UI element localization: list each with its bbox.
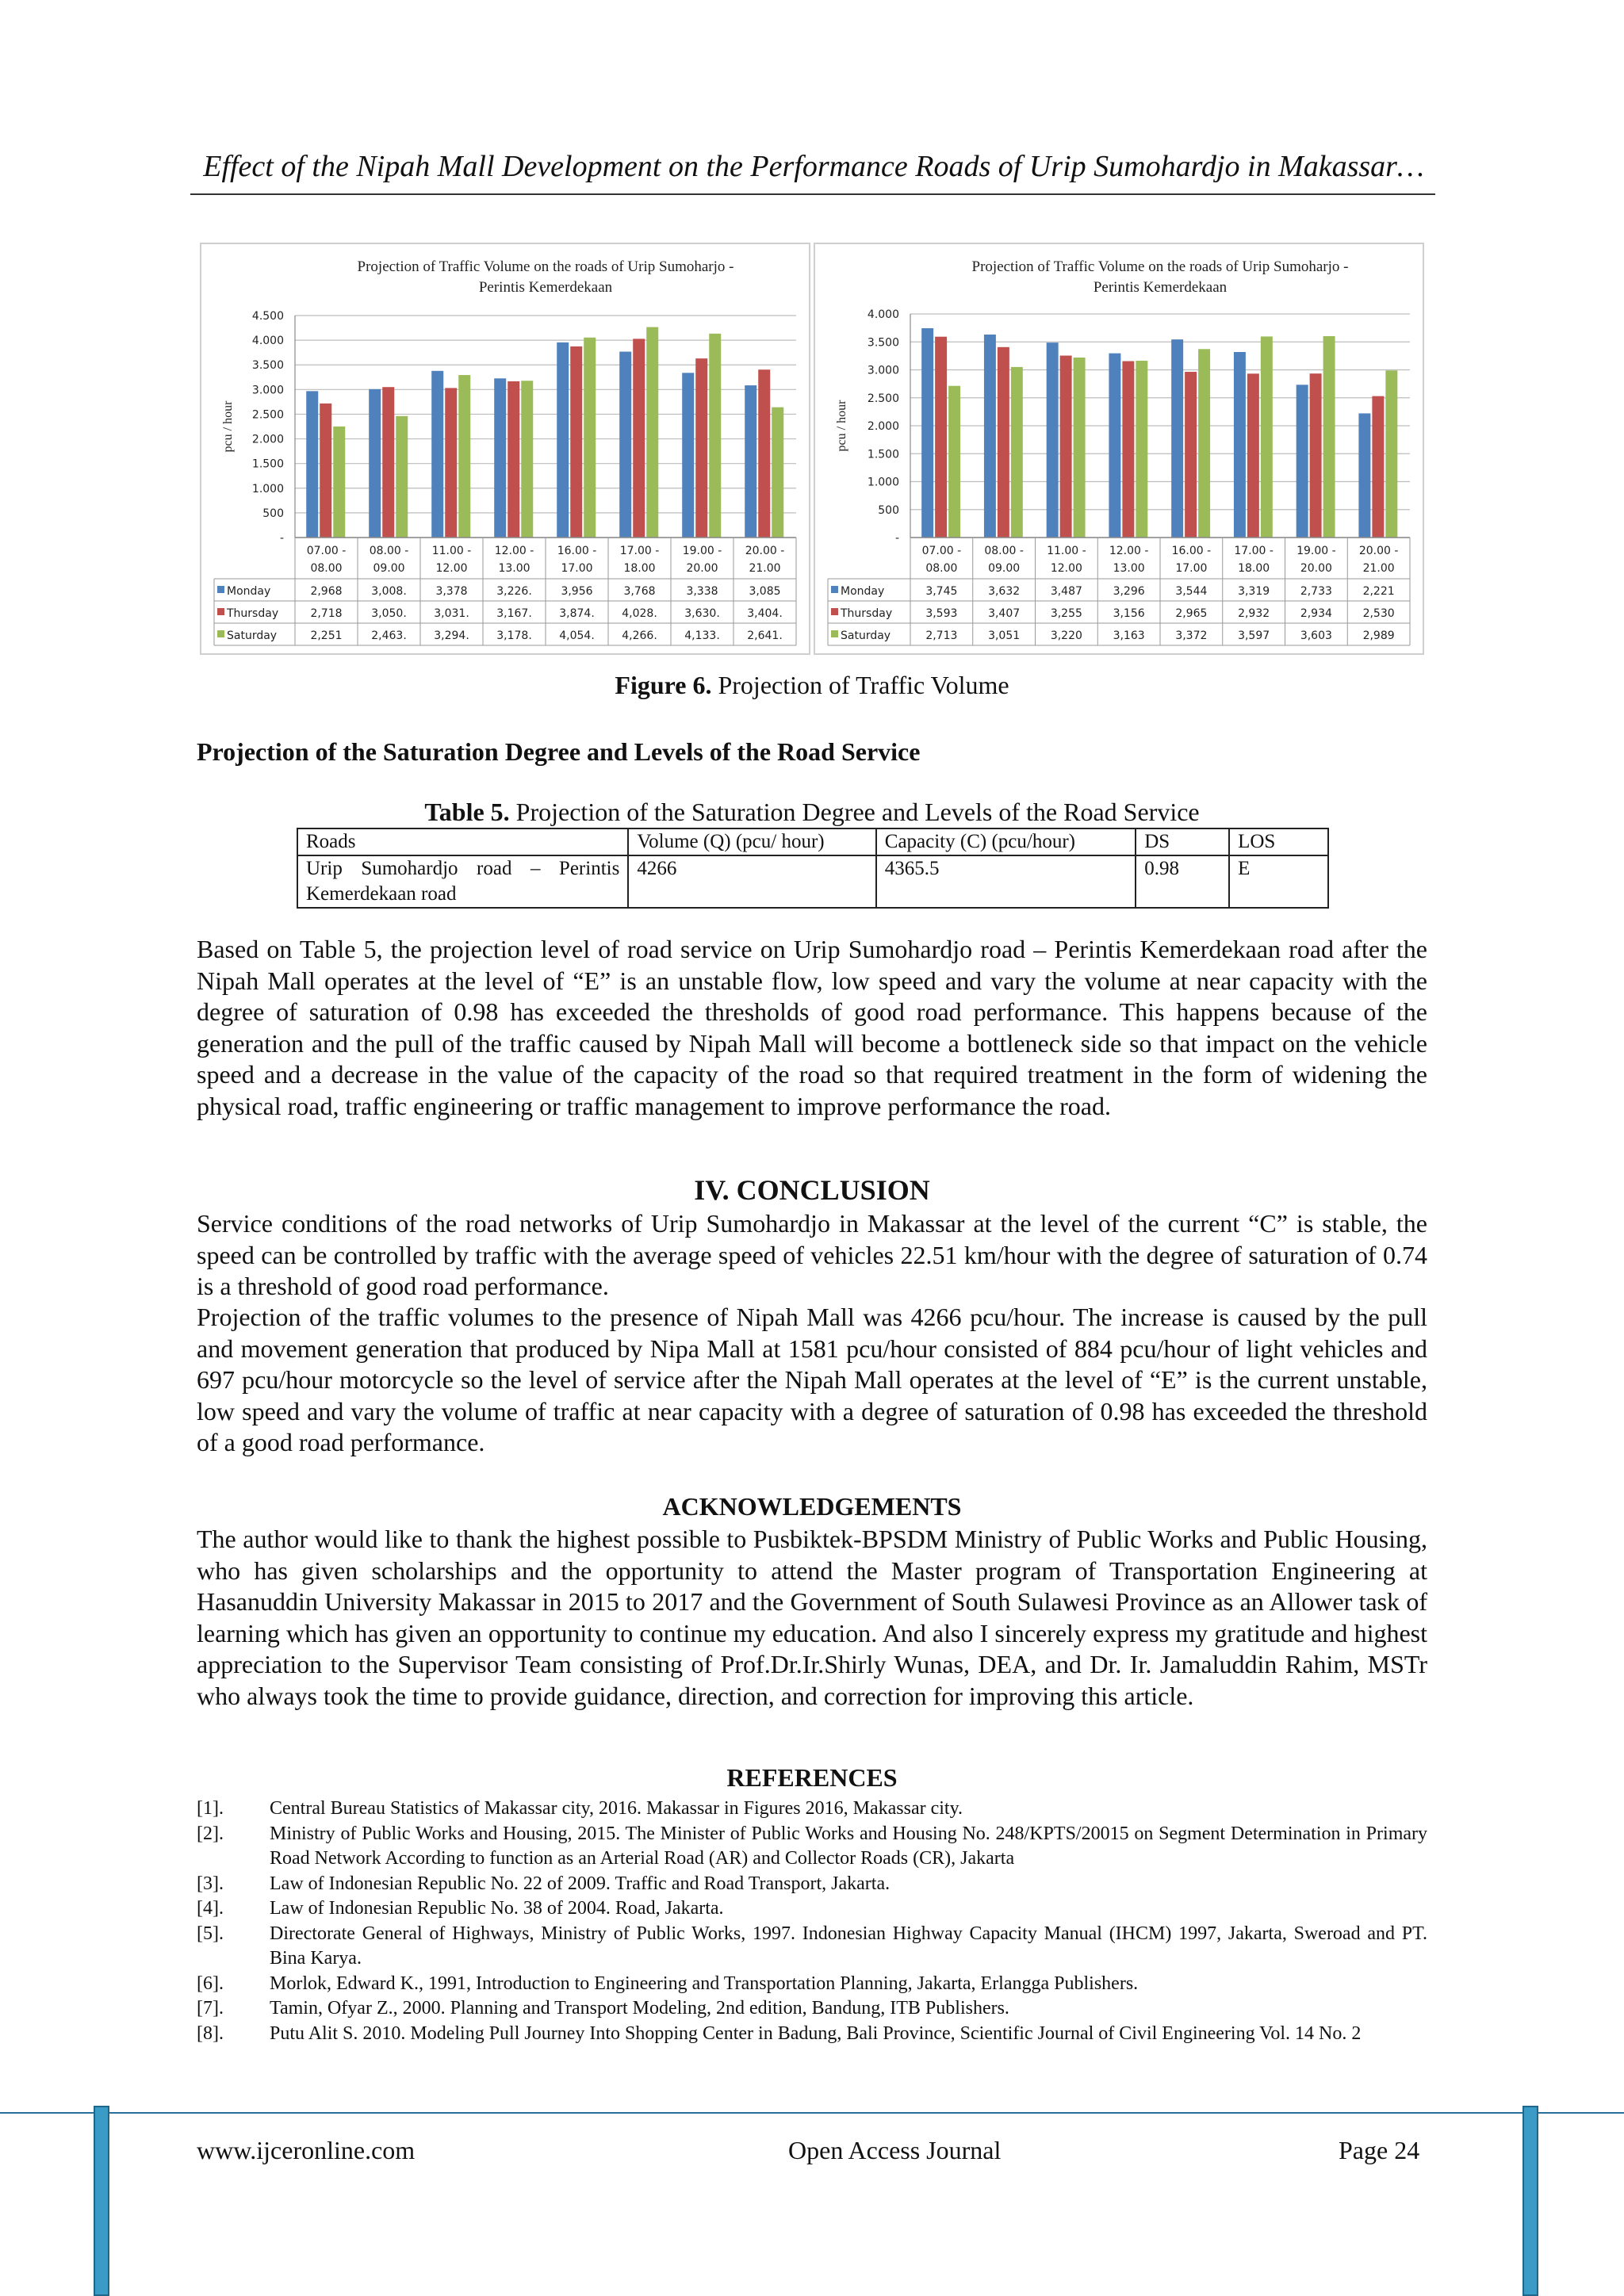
bar-thursday	[695, 358, 707, 538]
x-tick-label: 12.00 -	[494, 545, 534, 557]
data-label: 3,956	[561, 585, 593, 598]
conclusion-heading: IV. CONCLUSION	[694, 1174, 930, 1206]
bar-monday	[1358, 413, 1370, 538]
x-tick-label: 17.00	[561, 562, 593, 575]
x-tick-label: 09.00	[988, 562, 1021, 575]
y-axis-label: pcu / hour	[835, 400, 848, 452]
data-label: 3,156	[1113, 607, 1145, 620]
table5-discussion: Based on Table 5, the projection level of road service on Urip Sumohardjo road – Perintis Kemerdekaan road after the Nipah Mall operates at the level of “E” is an unstable flow, low speed and vary the volume at near capacity with the degree of saturation of 0.98 has exceeded the thresholds of good road performance. This happens because of the generation and the pull of the traffic caused by Nipah Mall will become a bottleneck side so that impact on the vehicle speed and a decrease in the value of the capacity of the road so that required treatment in the form of widening the physical road, traffic engineering or traffic management to improve performance the road.	[197, 935, 1427, 1120]
x-tick-label: 07.00 -	[921, 545, 962, 557]
y-tick-label: 500	[262, 507, 284, 520]
y-tick-label: 3.500	[251, 359, 284, 373]
data-label: 4,133.	[684, 629, 720, 642]
bar-saturday	[1198, 349, 1210, 538]
bar-thursday	[1310, 373, 1322, 538]
x-tick-label: 21.00	[749, 562, 781, 575]
bar-thursday	[1060, 356, 1072, 538]
bar-monday	[984, 335, 996, 538]
bar-thursday	[570, 346, 582, 538]
bar-saturday	[948, 386, 960, 538]
figure-caption-text: Projection of Traffic Volume	[718, 671, 1009, 699]
data-label: 2,718	[310, 607, 343, 620]
data-label: 2,641.	[747, 629, 783, 642]
y-tick-label: -	[894, 532, 899, 545]
data-label: 3,178.	[496, 629, 532, 642]
footer-website[interactable]: www.ijceronline.com	[197, 2136, 416, 2164]
y-tick-label: 2.500	[251, 408, 284, 422]
legend-label: Thursday	[841, 607, 893, 620]
acknowledgements-text: The author would like to thank the highest possible to Pusbiktek-BPSDM Ministry of Public Works and Public Housing, who has given scholarships and the opportunity to attend the Master program of Transportation Engineering at Hasanuddin University Makassar in 2015 to 2017 and the Government of South Sulawesi Province as an Allower task of learning which has given an opportunity to continue my education. And also I sincerely express my gratitude and highest appreciation to the Supervisor Team consisting of Prof.Dr.Ir.Shirly Wunas, DEA, and Dr. Ir. Jamaluddin Rahim, MSTr who always took the time to provide guidance, direction, and correction for improving this article.	[197, 1525, 1427, 1710]
data-label: 3,319	[1238, 585, 1270, 598]
table-cell: 4266	[628, 855, 875, 908]
x-tick-label: 11.00 -	[1047, 545, 1086, 557]
bar-thursday	[320, 404, 331, 538]
table-header-cell: Capacity (C) (pcu/hour)	[876, 828, 1136, 855]
reference-number: [8].	[197, 2022, 224, 2044]
data-label: 2,221	[1362, 585, 1395, 598]
bar-thursday	[1247, 373, 1259, 538]
conclusion-paragraph-2: Projection of the traffic volumes to the presence of Nipah Mall was 4266 pcu/hour. The increase is caused by the pull and movement generation that produced by Nipa Mall at 1581 pcu/hour consisted of 884 pcu/hour of light vehicles and 697 pcu/hour motorcycle so the level of service after the Nipah Mall operates at the level of “E” is the current unstable, low speed and vary the volume of traffic at near capacity with a degree of saturation of 0.98 has exceeded the threshold of a good road performance.	[197, 1303, 1427, 1456]
footer-right-bar	[1522, 2106, 1538, 2296]
reference-item	[197, 1922, 1427, 1972]
y-axis-label: pcu / hour	[221, 400, 235, 453]
x-tick-label: 19.00 -	[1297, 545, 1336, 557]
table-header-cell: DS	[1136, 828, 1229, 855]
bar-saturday	[1385, 370, 1397, 538]
data-label: 3,226.	[496, 585, 532, 598]
legend-swatch-saturday	[217, 630, 224, 637]
x-tick-label: 09.00	[373, 562, 405, 575]
figure-label: Figure 6.	[615, 671, 712, 699]
table-header-cell: Roads	[297, 828, 628, 855]
bar-thursday	[1372, 396, 1384, 538]
y-tick-label: 2.000	[867, 420, 899, 433]
bar-monday	[1171, 339, 1183, 538]
x-tick-label: 16.00 -	[1171, 545, 1212, 557]
data-label: 3,874.	[559, 607, 595, 620]
x-tick-label: 21.00	[1362, 562, 1395, 575]
table-header-cell: Volume (Q) (pcu/ hour)	[628, 828, 875, 855]
acknowledgements-heading: ACKNOWLEDGEMENTS	[662, 1492, 962, 1521]
data-label: 2,463.	[371, 629, 407, 642]
data-label: 3,593	[925, 607, 958, 620]
x-tick-label: 20.00	[1300, 562, 1332, 575]
legend-swatch-monday	[831, 586, 838, 593]
reference-text: Putu Alit S. 2010. Modeling Pull Journey Into Shopping Center in Badung, Bali Province, Scientific Journal of Civil Engineering Vol. 14 No. 2	[270, 2022, 1362, 2044]
reference-number: [5].	[197, 1923, 224, 1944]
x-tick-label: 12.00	[435, 562, 468, 575]
bar-thursday	[758, 369, 770, 538]
x-tick-label: 20.00 -	[1358, 545, 1399, 557]
bar-saturday	[333, 427, 345, 538]
data-label: 2,251	[310, 629, 343, 642]
bar-monday	[1047, 342, 1059, 538]
chart-left-svg	[201, 244, 809, 653]
running-title: Effect of the Nipah Mall Development on the Performance Roads of Urip Sumohardjo in Makassar…	[203, 150, 1424, 183]
x-tick-label: 08.00	[925, 562, 958, 575]
table-row	[297, 855, 1328, 908]
bar-saturday	[458, 375, 470, 538]
data-label: 3,050.	[371, 607, 407, 620]
saturation-section-heading: Projection of the Saturation Degree and Levels of the Road Service	[197, 737, 921, 766]
y-tick-label: 3.000	[867, 364, 899, 377]
y-tick-label: 2.000	[251, 433, 284, 446]
y-tick-label: 500	[878, 503, 899, 517]
data-label: 3,544	[1175, 585, 1208, 598]
data-label: 3,768	[623, 585, 656, 598]
legend-label: Monday	[841, 585, 885, 598]
reference-number: [1].	[197, 1798, 224, 1819]
data-label: 2,932	[1238, 607, 1270, 620]
x-tick-label: 17.00 -	[619, 545, 660, 557]
reference-item	[197, 1872, 1427, 1897]
x-tick-label: 13.00	[498, 562, 530, 575]
reference-text: Tamin, Ofyar Z., 2000. Planning and Transport Modeling, 2nd edition, Bandung, ITB Publishers.	[270, 1998, 1009, 2019]
bar-monday	[1234, 352, 1246, 538]
table-cell: E	[1229, 855, 1328, 908]
y-tick-label: 1.000	[867, 476, 899, 489]
x-tick-label: 13.00	[1113, 562, 1145, 575]
chart-left	[200, 243, 810, 655]
bar-saturday	[1136, 361, 1147, 538]
reference-number: [2].	[197, 1823, 224, 1844]
footer-journal: Open Access Journal	[788, 2136, 1002, 2164]
reference-text: Law of Indonesian Republic No. 38 of 2004. Road, Jakarta.	[270, 1898, 724, 1919]
legend-swatch-monday	[217, 586, 224, 593]
data-label: 3,378	[435, 585, 468, 598]
reference-text: Central Bureau Statistics of Makassar city, 2016. Makassar in Figures 2016, Makassar city.	[270, 1798, 963, 1819]
table-cell: Urip Sumohardjo road – Perintis Kemerdekaan road	[297, 855, 628, 908]
data-label: 3,163	[1113, 629, 1145, 642]
chart-title: Perintis Kemerdekaan	[1093, 279, 1228, 296]
reference-number: [3].	[197, 1873, 224, 1894]
data-label: 3,745	[925, 585, 958, 598]
bar-saturday	[709, 334, 721, 538]
conclusion-paragraph-1: Service conditions of the road networks of Urip Sumohardjo in Makassar at the level of the current “C” is stable, the speed can be controlled by traffic with the average speed of vehicles 22.51 km/hour with the degree of saturation of 0.74 is a threshold of good road performance.	[197, 1209, 1427, 1300]
data-label: 3,085	[749, 585, 781, 598]
header-rule	[190, 193, 1435, 195]
table-caption-text: Projection of the Saturation Degree and Levels of the Road Service	[515, 798, 1200, 826]
data-label: 4,028.	[622, 607, 657, 620]
legend-swatch-thursday	[217, 608, 224, 615]
figure-caption	[0, 671, 1624, 700]
data-label: 2,989	[1362, 629, 1395, 642]
bar-monday	[921, 328, 933, 538]
table-header-cell: LOS	[1229, 828, 1328, 855]
bar-monday	[369, 389, 381, 538]
reference-text: Ministry of Public Works and Housing, 2015. The Minister of Public Works and Housing No. 248/KPTS/20015 on Segment Determination in Primary Road Network According to function as an Arterial Road (AR) and Collector Roads (CR), Jakarta	[270, 1823, 1427, 1869]
chart-right	[814, 243, 1424, 655]
legend-label: Saturday	[227, 629, 278, 642]
x-tick-label: 16.00 -	[557, 545, 597, 557]
reference-item	[197, 1896, 1427, 1922]
y-tick-label: 1.500	[251, 457, 284, 471]
legend-label: Monday	[227, 585, 271, 598]
references-list	[197, 1797, 1427, 2046]
reference-item	[197, 1822, 1427, 1872]
bar-saturday	[772, 408, 783, 538]
x-tick-label: 20.00 -	[745, 545, 785, 557]
bar-thursday	[935, 337, 947, 538]
x-tick-label: 19.00 -	[682, 545, 722, 557]
footer-left-bar	[94, 2106, 109, 2296]
x-tick-label: 07.00 -	[306, 545, 347, 557]
data-label: 3,296	[1113, 585, 1145, 598]
data-label: 3,630.	[684, 607, 720, 620]
legend-swatch-saturday	[831, 630, 838, 637]
data-label: 3,407	[988, 607, 1021, 620]
chart-right-svg	[815, 244, 1423, 653]
reference-item	[197, 1972, 1427, 1997]
x-tick-label: 08.00 -	[984, 545, 1024, 557]
bar-monday	[494, 378, 506, 538]
y-tick-label: 3.000	[251, 384, 284, 397]
y-tick-label: 4.000	[251, 335, 284, 348]
footer-rule	[0, 2112, 1624, 2114]
bar-saturday	[1261, 336, 1273, 538]
reference-text: Law of Indonesian Republic No. 22 of 2009. Traffic and Road Transport, Jakarta.	[270, 1873, 891, 1894]
bar-thursday	[1185, 372, 1197, 538]
x-tick-label: 17.00	[1175, 562, 1208, 575]
bar-monday	[1297, 385, 1308, 538]
reference-item	[197, 1797, 1427, 1822]
references-heading: REFERENCES	[726, 1763, 898, 1792]
data-label: 2,733	[1300, 585, 1332, 598]
chart-title: Projection of Traffic Volume on the roads of Urip Sumoharjo -	[971, 258, 1349, 275]
y-tick-label: 3.500	[867, 336, 899, 350]
reference-number: [4].	[197, 1898, 224, 1919]
data-label: 3,294.	[434, 629, 469, 642]
data-label: 3,632	[988, 585, 1021, 598]
x-tick-label: 08.00 -	[369, 545, 409, 557]
legend-label: Thursday	[227, 607, 279, 620]
data-label: 2,965	[1175, 607, 1208, 620]
y-tick-label: 1.500	[867, 448, 899, 461]
data-label: 4,266.	[622, 629, 657, 642]
legend-label: Saturday	[841, 629, 891, 642]
data-label: 2,934	[1300, 607, 1332, 620]
x-tick-label: 17.00 -	[1234, 545, 1274, 557]
data-label: 3,597	[1238, 629, 1270, 642]
bar-monday	[745, 385, 756, 538]
data-label: 3,372	[1175, 629, 1208, 642]
bar-thursday	[382, 387, 394, 538]
bar-saturday	[521, 381, 533, 538]
bar-thursday	[998, 347, 1009, 538]
data-label: 3,338	[686, 585, 718, 598]
data-label: 4,054.	[559, 629, 595, 642]
legend-swatch-thursday	[831, 608, 838, 615]
table-label: Table 5.	[424, 798, 510, 826]
y-tick-label: 4.500	[251, 310, 284, 323]
data-label: 3,220	[1050, 629, 1082, 642]
x-tick-label: 18.00	[1238, 562, 1270, 575]
bar-saturday	[396, 416, 408, 538]
data-label: 3,404.	[747, 607, 783, 620]
bar-monday	[431, 371, 443, 538]
y-tick-label: 4.000	[867, 308, 899, 321]
bar-saturday	[1011, 367, 1023, 538]
y-tick-label: 2.500	[867, 392, 899, 405]
reference-text: Directorate General of Highways, Ministry of Public Works, 1997. Indonesian Highway Capacity Manual (IHCM) 1997, Jakarta, Sweroad and PT. Bina Karya.	[270, 1923, 1427, 1969]
table-header-row	[297, 828, 1328, 855]
bar-saturday	[584, 338, 596, 538]
chart-title: Projection of Traffic Volume on the roads of Urip Sumoharjo -	[357, 258, 734, 275]
bar-saturday	[1323, 336, 1335, 538]
table-caption	[0, 798, 1624, 827]
reference-item	[197, 1996, 1427, 2022]
data-label: 3,487	[1050, 585, 1082, 598]
x-tick-label: 18.00	[623, 562, 656, 575]
reference-number: [7].	[197, 1998, 224, 2019]
data-label: 3,603	[1300, 629, 1332, 642]
bar-thursday	[508, 381, 519, 538]
table-cell: 0.98	[1136, 855, 1229, 908]
chart-title: Perintis Kemerdekaan	[478, 279, 613, 296]
reference-number: [6].	[197, 1973, 224, 1994]
bar-monday	[557, 342, 569, 538]
data-label: 2,713	[925, 629, 958, 642]
x-tick-label: 11.00 -	[431, 545, 472, 557]
footer-page-number: Page 24	[1339, 2136, 1420, 2164]
reference-item	[197, 2022, 1427, 2047]
bar-monday	[619, 352, 631, 538]
data-label: 3,051	[988, 629, 1021, 642]
bar-monday	[682, 373, 694, 538]
x-tick-label: 12.00 -	[1109, 545, 1149, 557]
saturation-table	[297, 828, 1329, 909]
bar-saturday	[1074, 358, 1086, 538]
bar-saturday	[646, 327, 658, 538]
y-tick-label: 1.000	[251, 482, 284, 496]
bar-thursday	[445, 388, 457, 538]
x-tick-label: 20.00	[686, 562, 718, 575]
x-tick-label: 08.00	[310, 562, 343, 575]
bar-monday	[306, 391, 318, 538]
data-label: 3,031.	[434, 607, 469, 620]
y-tick-label: -	[279, 532, 284, 545]
data-label: 3,008.	[371, 585, 407, 598]
bar-thursday	[1122, 362, 1134, 538]
table-cell: 4365.5	[876, 855, 1136, 908]
bar-monday	[1109, 354, 1120, 538]
bar-thursday	[633, 339, 645, 538]
reference-text: Morlok, Edward K., 1991, Introduction to Engineering and Transportation Planning, Jakarta, Erlangga Publishers.	[270, 1973, 1139, 1994]
data-label: 3,167.	[496, 607, 532, 620]
x-tick-label: 12.00	[1050, 562, 1082, 575]
data-label: 2,968	[310, 585, 343, 598]
data-label: 3,255	[1050, 607, 1082, 620]
data-label: 2,530	[1362, 607, 1395, 620]
